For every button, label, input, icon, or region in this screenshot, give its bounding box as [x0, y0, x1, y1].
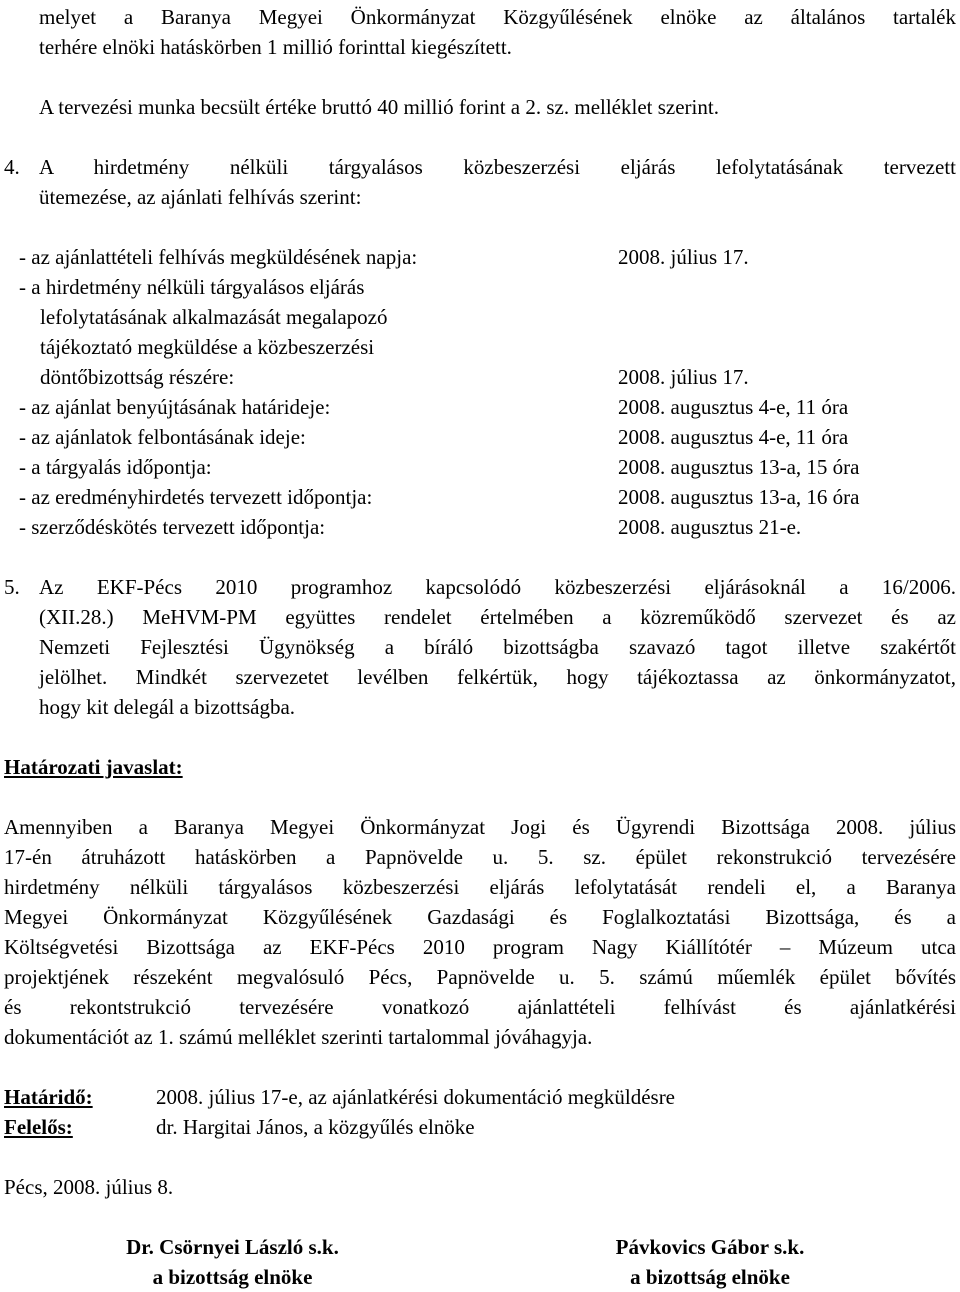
section-4-number: 4. — [4, 155, 20, 179]
resolution-line: 17-én átruházott hatáskörben a Papnövelde u. 5. sz. épület rekonstrukció tervezésére — [4, 845, 956, 869]
signature-title-left: a bizottság elnöke — [152, 1265, 313, 1289]
intro-line-1: melyet a Baranya Megyei Önkormányzat Közgyűlésének elnöke az általános tartalék — [39, 5, 956, 29]
schedule-label: - az ajánlattételi felhívás megküldésének napja: — [19, 245, 418, 269]
resolution-heading: Határozati javaslat: — [4, 755, 183, 779]
resolution-line: hirdetmény nélküli tárgyalásos közbeszerzési eljárás lefolytatását rendeli el, a Baranya — [4, 875, 956, 899]
schedule-value: 2008. július 17. — [618, 365, 749, 389]
schedule-label: - szerződéskötés tervezett időpontja: — [19, 515, 326, 539]
section-5-line: hogy kit delegál a bizottságba. — [39, 695, 296, 719]
section-5-line: (XII.28.) MeHVM-PM együttes rendelet értelmében a közreműködő szervezet és az — [39, 605, 956, 629]
schedule-label: - az ajánlat benyújtásának határideje: — [19, 395, 331, 419]
schedule-label: - a hirdetmény nélküli tárgyalásos eljárás — [19, 275, 365, 299]
schedule-value: 2008. augusztus 4-e, 11 óra — [618, 395, 849, 419]
deadline-value: 2008. július 17-e, az ajánlatkérési dokumentáció megküldésre — [156, 1085, 676, 1109]
schedule-label: - a tárgyalás időpontja: — [19, 455, 212, 479]
schedule-value: 2008. augusztus 4-e, 11 óra — [618, 425, 849, 449]
section-4-line-1: A hirdetmény nélküli tárgyalásos közbeszerzési eljárás lefolytatásának tervezett — [39, 155, 956, 179]
resolution-line: és rekontstrukció tervezésére vonatkozó ajánlattételi felhívást és ajánlatkérési — [4, 995, 956, 1019]
signature-name-left: Dr. Csörnyei László s.k. — [126, 1235, 339, 1259]
estimate-paragraph: A tervezési munka becsült értéke bruttó 40 millió forint a 2. sz. melléklet szerint. — [39, 95, 719, 119]
signature-name-right: Pávkovics Gábor s.k. — [615, 1235, 805, 1259]
section-5-line: Nemzeti Fejlesztési Ügynökség a bíráló bizottságba szavazó tagot illetve szakértőt — [39, 635, 956, 659]
resolution-line: Megyei Önkormányzat Közgyűlésének Gazdasági és Foglalkoztatási Bizottsága, és a — [4, 905, 956, 929]
schedule-label: lefolytatásának alkalmazását megalapozó — [40, 305, 388, 329]
signature-title-right: a bizottság elnöke — [630, 1265, 790, 1289]
place-date: Pécs, 2008. július 8. — [4, 1175, 174, 1199]
resolution-line: projektjének részeként megvalósuló Pécs, Papnövelde u. 5. számú műemlék épület bővítés — [4, 965, 956, 989]
resolution-line: Amennyiben a Baranya Megyei Önkormányzat Jogi és Ügyrendi Bizottsága 2008. július — [4, 815, 956, 839]
schedule-label: tájékoztató megküldése a közbeszerzési — [40, 335, 375, 359]
section-4-line-2: ütemezése, az ajánlati felhívás szerint: — [39, 185, 362, 209]
schedule-label: - az eredményhirdetés tervezett időpontja: — [19, 485, 373, 509]
responsible-value: dr. Hargitai János, a közgyűlés elnöke — [156, 1115, 475, 1139]
resolution-line: dokumentációt az 1. számú melléklet szerinti tartalommal jóváhagyja. — [4, 1025, 593, 1049]
responsible-label: Felelős: — [4, 1115, 73, 1139]
schedule-value: 2008. augusztus 21-e. — [618, 515, 802, 539]
deadline-label: Határidő: — [4, 1085, 93, 1109]
resolution-line: Költségvetési Bizottsága az EKF-Pécs 2010 program Nagy Kiállítótér – Múzeum utca — [4, 935, 956, 959]
section-5-number: 5. — [4, 575, 20, 599]
schedule-label: - az ajánlatok felbontásának ideje: — [19, 425, 306, 449]
schedule-value: 2008. augusztus 13-a, 16 óra — [618, 485, 860, 509]
schedule-value: 2008. július 17. — [618, 245, 749, 269]
schedule-label: döntőbizottság részére: — [40, 365, 235, 389]
intro-line-2: terhére elnöki hatáskörben 1 millió forinttal kiegészített. — [39, 35, 512, 59]
schedule-value: 2008. augusztus 13-a, 15 óra — [618, 455, 860, 479]
section-5-line: Az EKF-Pécs 2010 programhoz kapcsolódó közbeszerzési eljárásoknál a 16/2006. — [39, 575, 956, 599]
section-5-line: jelölhet. Mindkét szervezetet levélben felkértük, hogy tájékoztassa az önkormányzatot, — [39, 665, 956, 689]
